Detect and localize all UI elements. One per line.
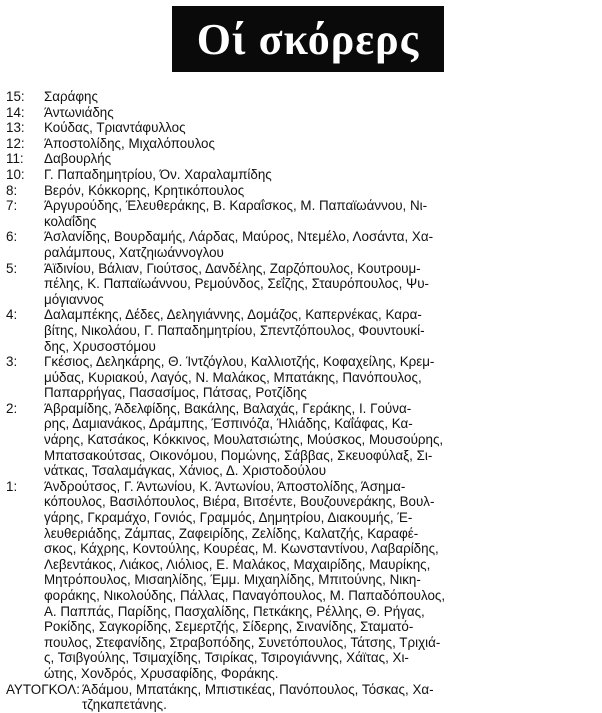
- scorer-names: Δαλαμπέκης, Δέδες, Δεληγιάννης, Δομάζος, Καπερνέκας, Καρα- βίτης, Νικολάου, Γ. Παπαδημητρίου, Σπεντζόπουλος, Φουντουκί- δης, Χρυσοστόμου: [44, 307, 425, 354]
- scorer-names: Άϊδινίου, Βάλιαν, Γιούτσος, Δανδέλης, Ζαρζόπουλος, Κουτρουμ- πέλης, Κ. Παπαϊωάννου, Ρεμούνδος, Σεΐζης, Σταυρόπουλος, Ψυ- μόγιαννος: [44, 260, 429, 307]
- list-item-13: [6, 120, 596, 136]
- scorers-list: [6, 89, 596, 713]
- list-item-5: [6, 261, 596, 308]
- goal-count: 6:: [6, 229, 18, 245]
- list-item-own-goals: [6, 682, 596, 713]
- goal-count: 8:: [6, 182, 18, 198]
- list-item-4: [6, 307, 596, 354]
- scorer-names: Άντωνιάδης: [44, 104, 114, 120]
- own-goals-label: ΑΥΤΟΓΚΟΛ:: [6, 681, 80, 697]
- goal-count: 3:: [6, 354, 18, 370]
- scorer-names: Δαβουρλής: [44, 151, 112, 167]
- goal-count: 2:: [6, 400, 18, 416]
- list-item-14: [6, 105, 596, 121]
- list-item-8: [6, 183, 596, 199]
- scorer-names: Σαράφης: [44, 89, 98, 104]
- scorer-names: Βερόν, Κόκκορης, Κρητικόπουλος: [44, 182, 245, 198]
- scorer-names: Άνδρούτσος, Γ. Άντωνίου, Κ. Άντωνίου, Άποστολίδης, Άσημα- κόπουλος, Βασιλόπουλος, Βιέρα, Βιτσέντε, Βουζουνεράκης, Βουλ- γάρης, Γκραμάχο, Γονιός, Γραμμός, Δημητρίου, Διακουμής, Έ- λευθεριάδης, Ζάμπας, Ζαφειρίδης, Ζελίδης, Καλατζής, Καραφέ- σκος, Κάχρης, Κοντούλης, Κουρέας, Μ. Κωνσταντίνου, Λαβαρίδης, Λεβεντάκος, Λιάκος, Λιόλιος, Ε. Μαλάκος, Μαχαιρίδης, Μαυρίκης, Μητρόπουλος, Μισαηλίδης, Έμμ. Μιχαηλίδης, Μπιτούνης, Νικη- φοράκης, Νικολούδης, Πάλλας, Παναγόπουλος, Μ. Παπαδόπουλος, Α. Παππάς, Παρίδης, Πασχαλίδης, Πετκάκης, Ρέλλης, Θ. Ρήγας, Ροκίδης, Σαγκορίδης, Σεμερτζής, Σίδερης, Σινανίδης, Σταματό- πουλος, Στεφανίδης, Στραβοπόδης, Συνετόπουλος, Τάτσης, Τριχιά- ς, Τσιβγούλης, Τσιμαχίδης, Τσιρίκας, Τσιρογιάννης, Χάϊτας, Χι- ώτης, Χονδρός, Χρυσαφίδης, Φοράκης.: [44, 478, 446, 681]
- goal-count: 12:: [6, 135, 25, 151]
- goal-count: 5:: [6, 260, 18, 276]
- goal-count: 14:: [6, 104, 25, 120]
- goal-count: 1:: [6, 478, 18, 494]
- goal-count: 13:: [6, 120, 25, 136]
- goal-count: 10:: [6, 166, 25, 182]
- scorer-names: Γ. Παπαδημητρίου, Όν. Χαραλαμπίδης: [44, 166, 272, 182]
- scorer-names: Γκέσιος, Δεληκάρης, Θ. Ίντζόγλου, Καλλιοτζής, Κοφαχείλης, Κρεμ- μύδας, Κυριακού, Λαγός, Ν. Μαλάκος, Μπατάκης, Πανόπουλος, Παπαρρήγας, Πασασίμος, Πάτσας, Ροτζίδης: [44, 354, 435, 401]
- page-title: Οί σκόρερς: [172, 6, 444, 72]
- list-item-3: [6, 354, 596, 401]
- goal-count: 4:: [6, 307, 18, 323]
- goal-count: 7:: [6, 198, 18, 214]
- list-item-1: [6, 479, 596, 682]
- list-item-15: [6, 89, 596, 105]
- list-item-6: [6, 229, 596, 260]
- list-item-2: [6, 401, 596, 479]
- scorer-names: Άποστολίδης, Μιχαλόπουλος: [44, 135, 215, 151]
- scorer-names: Άργυρούδης, Έλευθεράκης, Β. Καραΐσκος, Μ. Παπαϊωάννου, Νι- κολαΐδης: [44, 198, 428, 229]
- goal-count: 15:: [6, 89, 25, 104]
- list-item-7: [6, 198, 596, 229]
- list-item-11: [6, 151, 596, 167]
- goal-count: 11:: [6, 151, 24, 167]
- scorer-names: Άδάμου, Μπατάκης, Μπιστικέας, Πανόπουλος, Τόσκας, Χα- τζηκαπετάνης.: [82, 681, 434, 713]
- list-item-12: [6, 136, 596, 152]
- list-item-10: [6, 167, 596, 183]
- scorer-names: Άβραμίδης, Άδελφίδης, Βακάλης, Βαλαχάς, Γεράκης, Ι. Γούνα- ρης, Δαμιανάκος, Δράμπης, Έσπινόζα, Ήλιάδης, Καΐάφας, Κα- νάρης, Κατσάκος, Κόκκινος, Μουλατσιώτης, Μούσκος, Μουσούρης, Μπατσακούτσας, Οικονόμου, Πομώνης, Σάββας, Σκευοφύλαξ, Σι- νάτκας, Τσαλαμάγκας, Χάνιος, Δ. Χριστοδούλου: [44, 400, 444, 479]
- scorer-names: Άσλανίδης, Βουρδαμής, Λάρδας, Μαύρος, Ντεμέλο, Λοσάντα, Χα- ραλάμπους, Χατζηιωάννογλου: [44, 229, 434, 260]
- scorer-names: Κούδας, Τριαντάφυλλος: [44, 120, 186, 136]
